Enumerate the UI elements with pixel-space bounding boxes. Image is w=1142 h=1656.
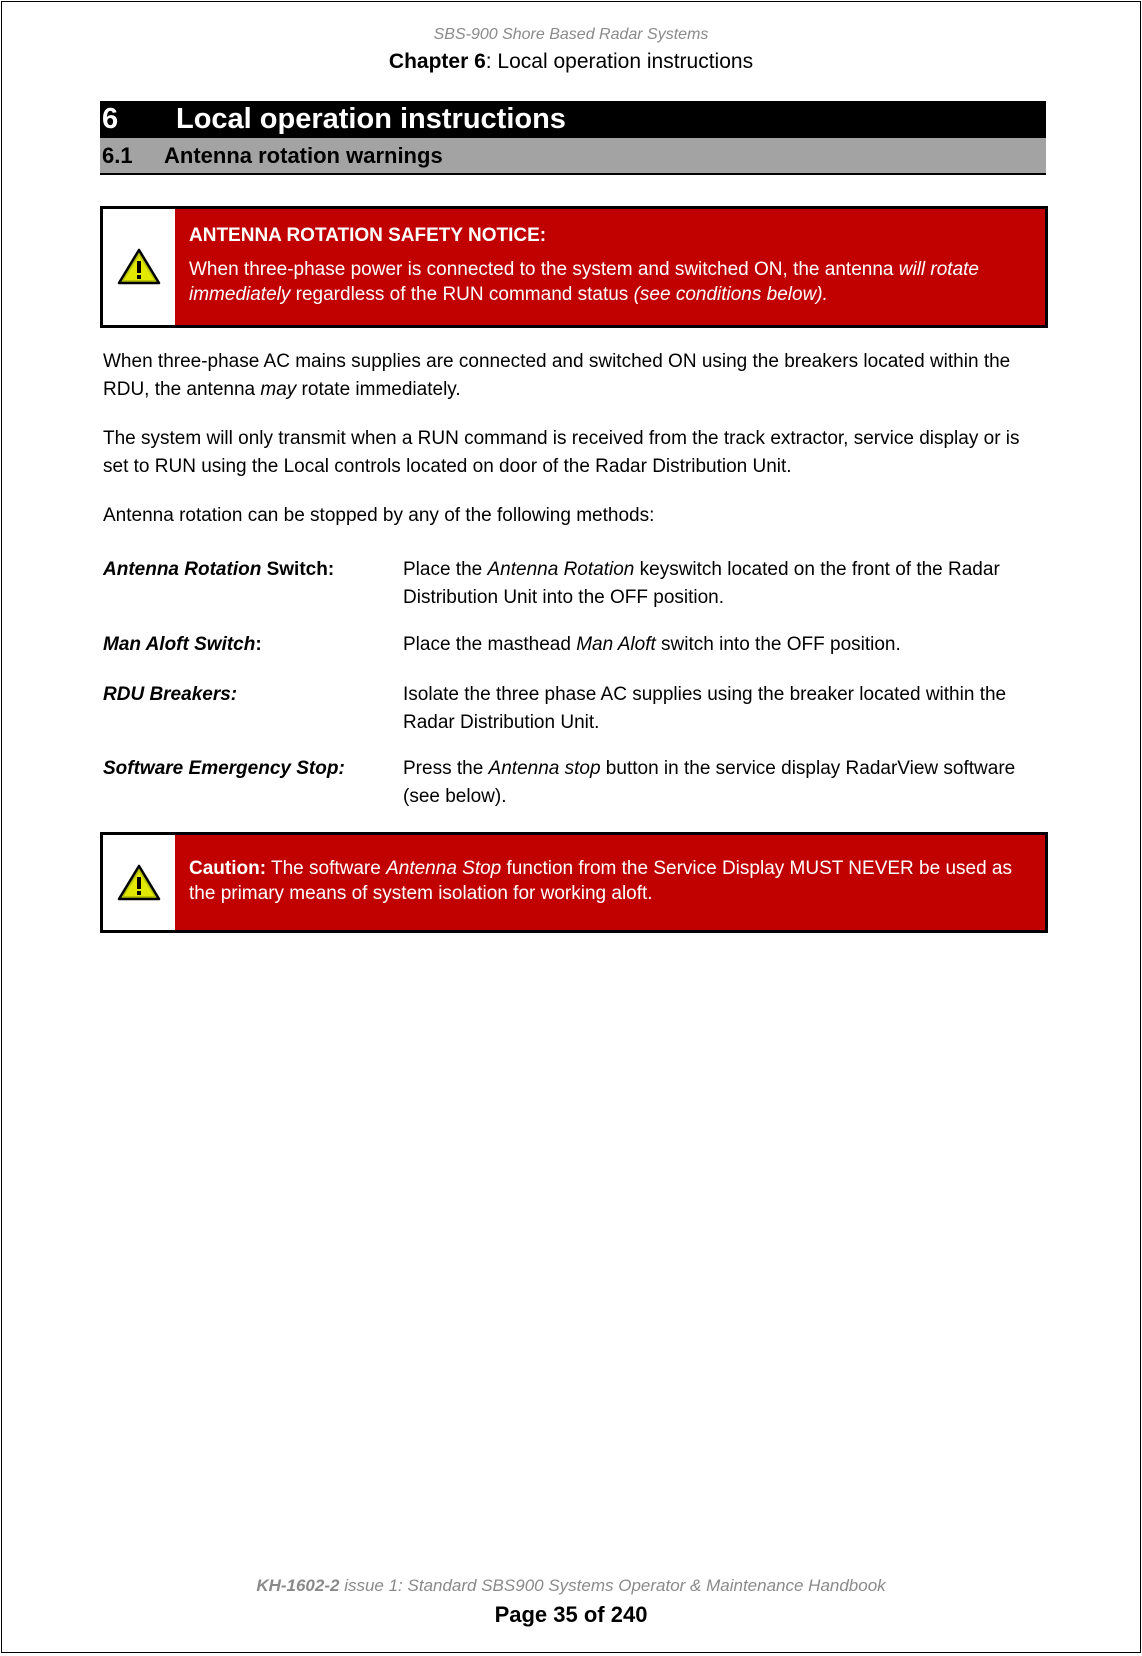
chapter-title: : Local operation instructions	[485, 50, 754, 73]
warning-triangle-icon	[117, 864, 161, 902]
safety-notice-text: When three-phase power is connected to the system and switched ON, the antenna will rotate immediately regardless of the RUN command status (see conditions below).	[189, 259, 979, 305]
document-page	[1, 1, 1141, 1653]
safety-notice-title: ANTENNA ROTATION SAFETY NOTICE:	[189, 225, 547, 246]
paragraph-transmit: The system will only transmit when a RUN command is received from the track extractor, service display or is set to RUN using the Local controls located on door of the Radar Distribution Unit.	[103, 428, 1020, 477]
section-heading	[100, 101, 1046, 138]
header-chapter	[2, 50, 1140, 74]
paragraph-stop-methods: Antenna rotation can be stopped by any of the following methods:	[103, 505, 655, 526]
subsection-heading	[100, 138, 1046, 175]
method-description: Press the Antenna stop button in the service display RadarView software (see below).	[403, 758, 1016, 807]
method-label: Software Emergency Stop:	[103, 758, 345, 779]
header-doc-title: SBS-900 Shore Based Radar Systems	[433, 26, 709, 43]
caution-label: Caution:	[189, 858, 267, 879]
footer-doc-code: KH-1602-2	[256, 1576, 340, 1595]
method-label: Antenna Rotation Switch:	[103, 559, 335, 580]
section-number: 6	[102, 103, 119, 135]
subsection-title: Antenna rotation warnings	[164, 142, 443, 168]
method-description: Place the masthead Man Aloft switch into the OFF position.	[403, 634, 901, 655]
safety-notice-box	[100, 206, 1048, 328]
notice-icon-cell	[103, 209, 175, 325]
footer-doc-info	[2, 1576, 1140, 1596]
caution-icon-cell	[103, 835, 175, 930]
chapter-label: Chapter 6	[388, 50, 486, 73]
caution-message: Caution: The software Antenna Stop function from the Service Display MUST NEVER be used as the primary means of system isolation for working aloft.	[175, 835, 1045, 930]
warning-triangle-icon	[117, 248, 161, 286]
caution-box	[100, 832, 1048, 933]
subsection-number: 6.1	[102, 142, 133, 168]
section-title: Local operation instructions	[176, 103, 566, 135]
method-description: Place the Antenna Rotation keyswitch located on the front of the Radar Distribution Unit into the OFF position.	[403, 559, 1000, 608]
method-label: Man Aloft Switch:	[103, 634, 262, 655]
paragraph-mains-supply: When three-phase AC mains supplies are connected and switched ON using the breakers located within the RDU, the antenna may rotate immediately.	[103, 351, 1011, 400]
footer-doc-desc: issue 1: Standard SBS900 Systems Operator & Maintenance Handbook	[339, 1576, 886, 1595]
page-number: Page 35 of 240	[494, 1602, 648, 1627]
method-description: Isolate the three phase AC supplies using the breaker located within the Radar Distribution Unit.	[403, 684, 1007, 733]
method-label: RDU Breakers:	[103, 684, 238, 705]
safety-notice-message	[175, 209, 1045, 325]
